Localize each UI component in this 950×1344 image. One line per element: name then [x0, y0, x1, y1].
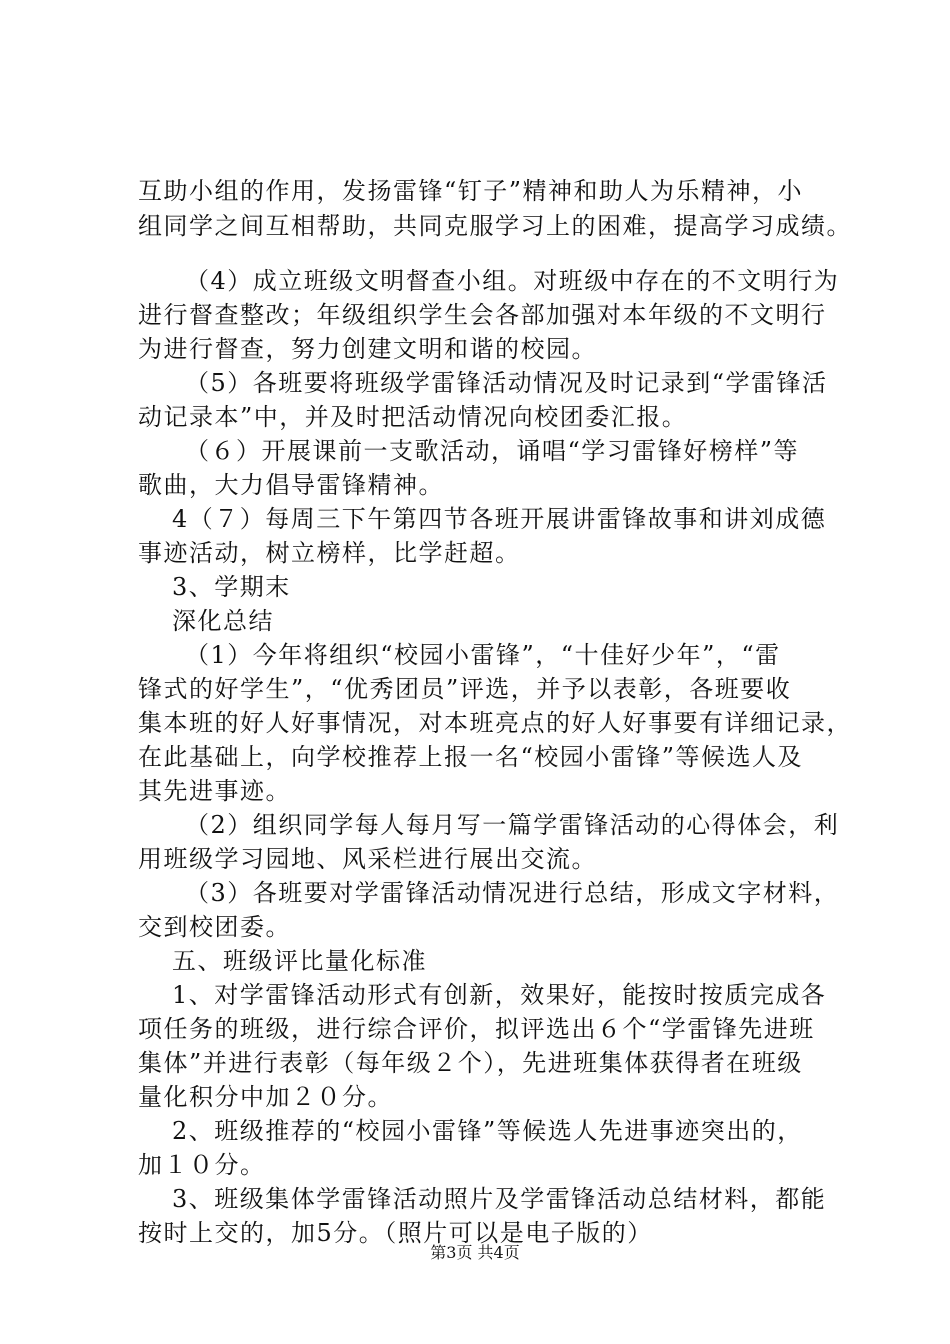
paragraph-line: 2、班级推荐的“校园小雷锋”等候选人先进事迹突出的， — [172, 1117, 803, 1145]
paragraph-line: 按时上交的，加5分。（照片可以是电子版的） — [138, 1219, 653, 1247]
section-heading: 五、班级评比量化标准 — [172, 947, 427, 975]
paragraph-line: 进行督查整改；年级组织学生会各部加强对本年级的不文明行 — [138, 301, 827, 329]
paragraph-line: 动记录本”中，并及时把活动情况向校团委汇报。 — [138, 403, 688, 431]
section-heading: 深化总结 — [172, 607, 274, 635]
paragraph-line: 4（７）每周三下午第四节各班开展讲雷锋故事和讲刘成德 — [172, 505, 827, 533]
paragraph-line: 交到校团委。 — [138, 913, 291, 941]
paragraph-line: （６）开展课前一支歌活动，诵唱“学习雷锋好榜样”等 — [185, 437, 800, 465]
paragraph-line: 组同学之间互相帮助，共同克服学习上的困难，提高学习成绩。 — [138, 212, 852, 240]
paragraph-line: （3）各班要对学雷锋活动情况进行总结，形成文字材料， — [185, 879, 840, 907]
paragraph-line: （2）组织同学每人每月写一篇学雷锋活动的心得体会，利 — [185, 811, 840, 839]
paragraph-line: 锋式的好学生”，“优秀团员”评选，并予以表彰，各班要收 — [138, 675, 792, 703]
paragraph-line: 项任务的班级，进行综合评价，拟评选出６个“学雷锋先进班 — [138, 1015, 815, 1043]
section-heading: 3、学期末 — [172, 573, 291, 601]
paragraph-line: 1、对学雷锋活动形式有创新，效果好，能按时按质完成各 — [172, 981, 827, 1009]
paragraph-line: 量化积分中加２０分。 — [138, 1083, 393, 1111]
paragraph-line: 用班级学习园地、风采栏进行展出交流。 — [138, 845, 597, 873]
paragraph-line: 为进行督查，努力创建文明和谐的校园。 — [138, 335, 597, 363]
paragraph-line: 集本班的好人好事情况，对本班亮点的好人好事要有详细记录， — [138, 709, 852, 737]
paragraph-line: 集体”并进行表彰（每年级２个），先进班集体获得者在班级 — [138, 1049, 803, 1077]
paragraph-line: 事迹活动，树立榜样，比学赶超。 — [138, 539, 521, 567]
paragraph-line: 3、班级集体学雷锋活动照片及学雷锋活动总结材料，都能 — [172, 1185, 827, 1213]
paragraph-line: 互助小组的作用，发扬雷锋“钉子”精神和助人为乐精神，小 — [138, 177, 804, 205]
paragraph-line: （5）各班要将班级学雷锋活动情况及时记录到“学雷锋活 — [185, 369, 828, 397]
paragraph-line: 在此基础上，向学校推荐上报一名“校园小雷锋”等候选人及 — [138, 743, 804, 771]
paragraph-line: （1）今年将组织“校园小雷锋”，“十佳好少年”，“雷 — [185, 641, 781, 669]
paragraph-line: 其先进事迹。 — [138, 777, 291, 805]
page-number-footer: 第3页 共4页 — [430, 1243, 520, 1262]
paragraph-line: 歌曲，大力倡导雷锋精神。 — [138, 471, 444, 499]
paragraph-line: 加１０分。 — [138, 1151, 266, 1179]
paragraph-line: （4）成立班级文明督查小组。对班级中存在的不文明行为 — [185, 267, 840, 295]
